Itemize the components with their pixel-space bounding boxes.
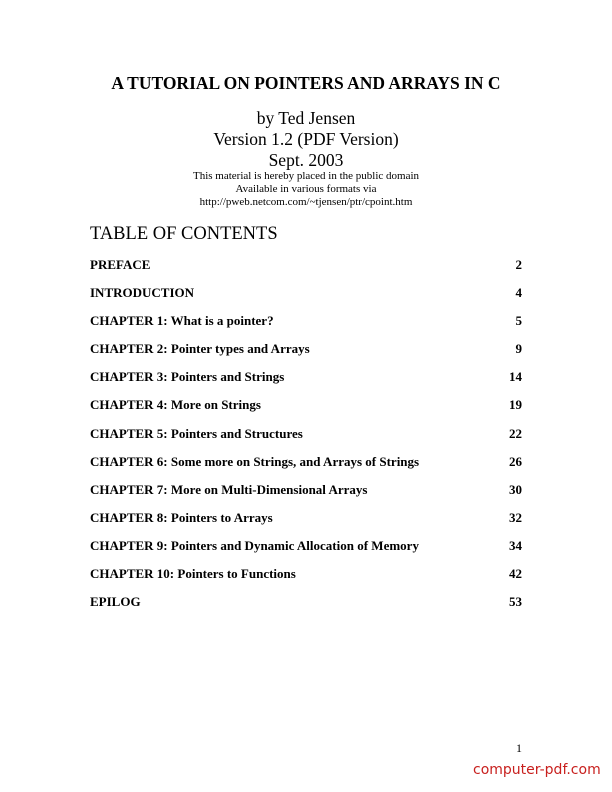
toc-entry-chapter-10[interactable] bbox=[90, 566, 522, 594]
toc-entry-page: 22 bbox=[509, 425, 522, 441]
toc-entry-page: 32 bbox=[509, 509, 522, 525]
toc-entry-page: 26 bbox=[509, 453, 522, 469]
toc-entry-label: CHAPTER 3: Pointers and Strings bbox=[90, 369, 285, 385]
toc-entry-chapter-7[interactable] bbox=[90, 482, 522, 510]
toc-entry-chapter-6[interactable] bbox=[90, 454, 522, 482]
toc-entry-chapter-5[interactable] bbox=[90, 426, 522, 454]
toc-entry-label: PREFACE bbox=[90, 257, 151, 272]
table-of-contents bbox=[90, 257, 522, 622]
toc-entry-label: CHAPTER 6: Some more on Strings, and Arrays of Strings bbox=[90, 453, 420, 469]
toc-entry-label: EPILOG bbox=[90, 594, 141, 610]
toc-entry-page: 5 bbox=[515, 313, 522, 329]
toc-entry-page: 34 bbox=[509, 537, 522, 553]
toc-entry-epilog[interactable] bbox=[90, 594, 522, 622]
toc-heading: TABLE OF CONTENTS bbox=[90, 224, 278, 244]
toc-entry-page: 30 bbox=[509, 481, 522, 497]
toc-entry-preface[interactable] bbox=[90, 257, 522, 285]
toc-entry-chapter-3[interactable] bbox=[90, 369, 522, 397]
toc-entry-chapter-9[interactable] bbox=[90, 538, 522, 566]
date-line: Sept. 2003 bbox=[268, 150, 344, 170]
toc-entry-page: 4 bbox=[515, 285, 522, 301]
toc-entry-label: INTRODUCTION bbox=[90, 285, 195, 301]
toc-entry-label: CHAPTER 2: Pointer types and Arrays bbox=[90, 341, 310, 357]
watermark-logo: computer-pdf.com bbox=[473, 762, 601, 778]
toc-entry-label: CHAPTER 5: Pointers and Structures bbox=[90, 425, 303, 441]
toc-entry-page: 9 bbox=[515, 341, 522, 357]
author-line: by Ted Jensen bbox=[256, 108, 356, 128]
toc-entry-chapter-4[interactable] bbox=[90, 397, 522, 425]
document-title: A TUTORIAL ON POINTERS AND ARRAYS IN C bbox=[111, 73, 501, 93]
toc-entry-page: 14 bbox=[509, 369, 522, 385]
toc-entry-page: 19 bbox=[509, 397, 522, 413]
toc-entry-label: CHAPTER 8: Pointers to Arrays bbox=[90, 509, 273, 525]
toc-entry-chapter-8[interactable] bbox=[90, 510, 522, 538]
toc-entry-introduction[interactable] bbox=[90, 285, 522, 313]
public-domain-note: This material is hereby placed in the public domain bbox=[192, 170, 420, 182]
toc-entry-page: 53 bbox=[509, 594, 522, 610]
toc-entry-page: 42 bbox=[509, 566, 522, 582]
toc-entry-label: CHAPTER 10: Pointers to Functions bbox=[90, 566, 296, 582]
toc-entry-chapter-1[interactable] bbox=[90, 313, 522, 341]
toc-entry-chapter-2[interactable] bbox=[90, 341, 522, 369]
formats-note: Available in various formats via bbox=[235, 183, 377, 195]
toc-entry-label: CHAPTER 1: What is a pointer? bbox=[90, 313, 274, 329]
toc-entry-label: CHAPTER 9: Pointers and Dynamic Allocation of Memory bbox=[90, 537, 419, 553]
toc-entry-page: 2 bbox=[515, 257, 522, 272]
version-line: Version 1.2 (PDF Version) bbox=[213, 129, 399, 149]
toc-entry-label: CHAPTER 7: More on Multi-Dimensional Arrays bbox=[90, 481, 368, 497]
page-number: 1 bbox=[516, 741, 522, 755]
source-url: http://pweb.netcom.com/~tjensen/ptr/cpoint.htm bbox=[199, 196, 413, 208]
toc-entry-label: CHAPTER 4: More on Strings bbox=[90, 397, 261, 413]
